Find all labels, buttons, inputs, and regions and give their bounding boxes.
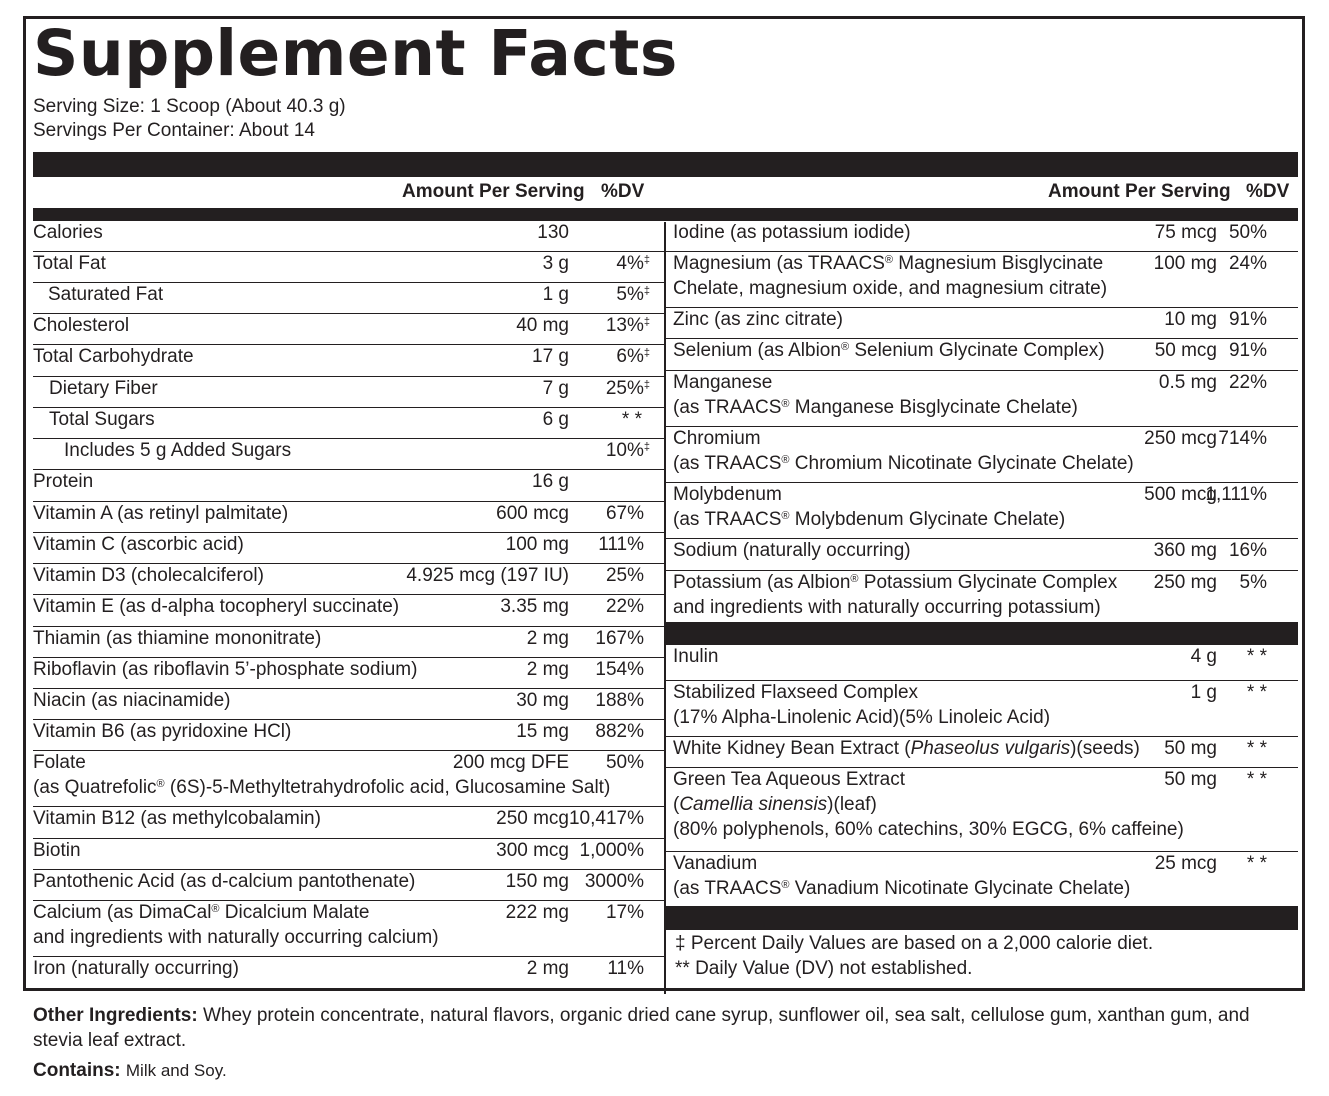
right-section-divider: [666, 622, 1298, 645]
nutrient-name: Chromium: [673, 428, 761, 449]
nutrient-name: Vitamin B6 (as pyridoxine HCl): [33, 721, 292, 742]
nutrient-dv: 111%: [598, 534, 644, 555]
nutrient-dv: 16%: [1228, 540, 1267, 561]
nutrient-amount: 7 g: [542, 378, 569, 399]
nutrient-amount: 40 mg: [516, 315, 569, 336]
nutrient-dv: 154%: [595, 659, 644, 680]
nutrient-amount: 30 mg: [516, 690, 569, 711]
nutrient-name-line2: (Camellia sinensis)(leaf): [673, 794, 877, 815]
nutrient-name-line2: (as TRAACS® Manganese Bisglycinate Chelate): [673, 397, 1078, 418]
nutrient-dv: 5%: [1239, 572, 1267, 593]
thick-divider: [33, 152, 1298, 177]
nutrient-amount: 250 mcg: [496, 808, 569, 829]
nutrient-row: [33, 807, 664, 839]
nutrient-name: Molybdenum: [673, 484, 782, 505]
nutrient-amount: 50 mcg: [1154, 340, 1217, 361]
nutrient-name-line2: (as TRAACS® Chromium Nicotinate Glycinate Chelate): [673, 453, 1134, 474]
nutrient-dv: * *: [1246, 738, 1267, 759]
nutrient-name: Vitamin C (ascorbic acid): [33, 534, 244, 555]
nutrient-name: Manganese: [673, 372, 773, 393]
nutrient-row: [666, 539, 1298, 571]
nutrient-name: Calories: [33, 222, 103, 243]
nutrient-dv: 50%: [1228, 222, 1267, 243]
nutrient-name: Total Fat: [33, 253, 106, 274]
nutrient-name: Vitamin E (as d-alpha tocopheryl succinate): [33, 596, 400, 617]
nutrient-amount: 15 mg: [516, 721, 569, 742]
nutrient-amount: 1 g: [542, 284, 569, 305]
footnote-divider: [666, 906, 1298, 930]
nutrient-name: Stabilized Flaxseed Complex: [673, 682, 919, 703]
nutrient-amount: 100 mg: [1153, 253, 1217, 274]
nutrient-name-line3: (80% polyphenols, 60% catechins, 30% EGCG, 6% caffeine): [673, 819, 1184, 840]
nutrient-name: Calcium (as DimaCal® Dicalcium Malate: [33, 902, 370, 923]
nutrient-dv: * *: [1246, 853, 1267, 874]
nutrient-amount: 16 g: [532, 471, 569, 492]
nutrient-name: Selenium (as Albion® Selenium Glycinate Complex): [673, 340, 1105, 361]
nutrient-amount: 360 mg: [1153, 540, 1217, 561]
nutrient-amount: 0.5 mg: [1158, 372, 1217, 393]
nutrient-amount: 75 mcg: [1154, 222, 1217, 243]
nutrient-dv: 3000%: [584, 871, 644, 892]
nutrient-row: [666, 221, 1298, 252]
nutrient-name-line2: and ingredients with naturally occurring calcium): [33, 927, 439, 948]
nutrient-dv: 714%: [1218, 428, 1267, 449]
nutrient-amount: 100 mg: [505, 534, 569, 555]
nutrient-row: [33, 689, 664, 720]
nutrient-dv: 10,417%: [568, 808, 644, 829]
nutrient-name: Vanadium: [673, 853, 758, 874]
nutrient-dv: 10%‡: [605, 440, 650, 461]
nutrient-dv: * *: [621, 409, 642, 430]
nutrient-amount: 600 mcg: [496, 503, 569, 524]
nutrient-row: [666, 371, 1298, 427]
other-ingredients-label: Other Ingredients:: [33, 1005, 198, 1026]
right-header-amount: Amount Per Serving: [1048, 181, 1231, 202]
nutrient-row: [666, 737, 1298, 768]
nutrient-row: [33, 870, 664, 901]
nutrient-dv: 13%‡: [605, 315, 650, 336]
nutrient-amount: 2 mg: [526, 958, 569, 979]
nutrient-name-line2: (as TRAACS® Molybdenum Glycinate Chelate): [673, 509, 1066, 530]
nutrient-row: [33, 345, 664, 377]
nutrient-name: Cholesterol: [33, 315, 130, 336]
servings-per-container: Servings Per Container: About 14: [33, 120, 316, 141]
nutrient-name-line2: (17% Alpha-Linolenic Acid)(5% Linoleic Acid): [673, 707, 1051, 728]
nutrient-amount: 200 mcg DFE: [452, 752, 569, 773]
nutrient-row: [666, 427, 1298, 483]
nutrient-dv: 188%: [595, 690, 644, 711]
nutrient-row: [666, 483, 1298, 539]
nutrient-amount: 25 mcg: [1154, 853, 1217, 874]
nutrient-name: White Kidney Bean Extract (Phaseolus vulgaris)(seeds): [673, 738, 1140, 759]
nutrient-amount: 250 mg: [1153, 572, 1217, 593]
contains-statement: [33, 1058, 1303, 1083]
left-header-amount: Amount Per Serving: [402, 181, 585, 202]
nutrient-amount: 250 mcg: [1144, 428, 1217, 449]
nutrient-row: [666, 645, 1298, 681]
nutrient-row: [33, 470, 664, 502]
left-header-dv: %DV: [601, 181, 645, 202]
nutrient-dv: 1,000%: [579, 840, 644, 861]
contains-label: Contains:: [33, 1060, 121, 1081]
nutrient-amount: 150 mg: [505, 871, 569, 892]
nutrient-dv: 22%: [605, 596, 644, 617]
nutrient-amount: 3 g: [542, 253, 569, 274]
nutrient-row: [33, 595, 664, 627]
nutrient-name: Iron (naturally occurring): [33, 958, 239, 979]
nutrient-dv: 24%: [1228, 253, 1267, 274]
nutrient-dv: 11%: [607, 958, 644, 979]
nutrient-row: [33, 377, 664, 408]
nutrient-amount: 50 mg: [1164, 769, 1217, 790]
nutrient-name: Zinc (as zinc citrate): [673, 309, 843, 330]
nutrient-dv: * *: [1246, 769, 1267, 790]
nutrient-name-line2: (as Quatrefolic® (6S)-5-Methyltetrahydrofolic acid, Glucosamine Salt): [33, 777, 611, 798]
nutrient-row: [33, 439, 664, 470]
other-ingredients: [33, 1003, 1303, 1053]
header-divider: [33, 208, 1298, 221]
nutrient-dv: 5%‡: [616, 284, 650, 305]
nutrient-row: [666, 571, 1298, 622]
nutrient-amount: 222 mg: [505, 902, 569, 923]
nutrient-amount: 1 g: [1190, 682, 1217, 703]
nutrient-name: Vitamin A (as retinyl palmitate): [33, 503, 289, 524]
nutrient-amount: 50 mg: [1164, 738, 1217, 759]
nutrient-amount: 4.925 mcg (197 IU): [406, 565, 569, 586]
nutrient-name: Pantothenic Acid (as d-calcium pantothenate): [33, 871, 416, 892]
footnote-not-established: ** Daily Value (DV) not established.: [675, 958, 973, 979]
nutrient-dv: 4%‡: [616, 253, 650, 274]
nutrient-amount: 300 mcg: [496, 840, 569, 861]
nutrient-row: [33, 957, 664, 987]
nutrient-row: [666, 852, 1298, 906]
nutrient-dv: 1,111%: [1205, 484, 1267, 505]
nutrient-row: [33, 314, 664, 345]
nutrient-name: Dietary Fiber: [49, 378, 158, 399]
nutrient-name: Total Sugars: [49, 409, 155, 430]
nutrient-dv: 50%: [605, 752, 644, 773]
footnote-daily-values: ‡ Percent Daily Values are based on a 2,000 calorie diet.: [675, 933, 1154, 954]
nutrient-name-line2: (as TRAACS® Vanadium Nicotinate Glycinate Chelate): [673, 878, 1131, 899]
nutrient-amount: 6 g: [542, 409, 569, 430]
nutrient-row: [33, 839, 664, 870]
nutrient-dv: 25%: [605, 565, 644, 586]
nutrient-row: [666, 252, 1298, 308]
nutrient-row: [33, 720, 664, 751]
nutrient-amount: 2 mg: [526, 628, 569, 649]
right-header-dv: %DV: [1246, 181, 1290, 202]
label-title: Supplement Facts: [33, 17, 678, 90]
contains-text: Milk and Soy.: [125, 1061, 227, 1080]
nutrient-dv: 6%‡: [616, 346, 650, 367]
nutrient-dv: 882%: [595, 721, 644, 742]
nutrient-name: Folate: [33, 752, 86, 773]
nutrient-name: Magnesium (as TRAACS® Magnesium Bisglycinate: [673, 253, 1104, 274]
nutrient-row: [33, 283, 664, 314]
nutrient-amount: 130: [537, 222, 569, 243]
nutrient-row: [666, 339, 1298, 371]
nutrient-amount: 500 mcg: [1144, 484, 1217, 505]
nutrient-name: Iodine (as potassium iodide): [673, 222, 911, 243]
nutrient-name: Saturated Fat: [48, 284, 164, 305]
nutrient-amount: 3.35 mg: [500, 596, 569, 617]
other-ingredients-text: Whey protein concentrate, natural flavors, organic dried cane syrup, sunflower oil, sea salt, cellulose gum, xanthan gum, and stevia leaf extract.: [33, 1005, 1250, 1051]
nutrient-row: [33, 221, 664, 252]
nutrient-row: [33, 252, 664, 283]
nutrient-row: [33, 627, 664, 658]
nutrient-name-line2: Chelate, magnesium oxide, and magnesium citrate): [673, 278, 1108, 299]
nutrient-dv: 67%: [605, 503, 644, 524]
nutrient-row: [33, 901, 664, 957]
nutrient-row: [33, 502, 664, 533]
nutrient-name: Riboflavin (as riboflavin 5’-phosphate sodium): [33, 659, 418, 680]
nutrient-name: Protein: [33, 471, 94, 492]
nutrient-dv: 17%: [605, 902, 644, 923]
nutrient-row: [666, 768, 1298, 852]
nutrient-dv: * *: [1246, 682, 1267, 703]
nutrient-name: Inulin: [673, 646, 719, 667]
nutrient-name: Sodium (naturally occurring): [673, 540, 911, 561]
nutrient-amount: 10 mg: [1164, 309, 1217, 330]
nutrient-row: [33, 751, 664, 807]
nutrient-row: [33, 533, 664, 564]
nutrient-name: Green Tea Aqueous Extract: [673, 769, 906, 790]
serving-size: Serving Size: 1 Scoop (About 40.3 g): [33, 96, 346, 117]
nutrient-name: Includes 5 g Added Sugars: [64, 440, 292, 461]
nutrient-amount: 2 mg: [526, 659, 569, 680]
nutrient-name: Total Carbohydrate: [33, 346, 194, 367]
nutrient-name: Vitamin B12 (as methylcobalamin): [33, 808, 321, 829]
nutrient-row: [33, 408, 664, 439]
nutrient-row: [666, 308, 1298, 339]
nutrient-amount: 4 g: [1190, 646, 1217, 667]
nutrient-name: Thiamin (as thiamine mononitrate): [33, 628, 322, 649]
nutrient-amount: 17 g: [532, 346, 569, 367]
nutrient-name: Niacin (as niacinamide): [33, 690, 231, 711]
nutrient-dv: 25%‡: [605, 378, 650, 399]
nutrient-dv: 91%: [1228, 340, 1267, 361]
nutrient-row: [666, 681, 1298, 737]
nutrient-dv: 22%: [1228, 372, 1267, 393]
nutrient-row: [33, 564, 664, 595]
nutrient-name-line2: and ingredients with naturally occurring potassium): [673, 597, 1101, 618]
nutrient-name: Vitamin D3 (cholecalciferol): [33, 565, 264, 586]
nutrient-name: Biotin: [33, 840, 81, 861]
nutrient-dv: * *: [1246, 646, 1267, 667]
nutrient-row: [33, 658, 664, 689]
nutrient-dv: 167%: [595, 628, 644, 649]
nutrient-name: Potassium (as Albion® Potassium Glycinate Complex: [673, 572, 1118, 593]
nutrient-dv: 91%: [1228, 309, 1267, 330]
